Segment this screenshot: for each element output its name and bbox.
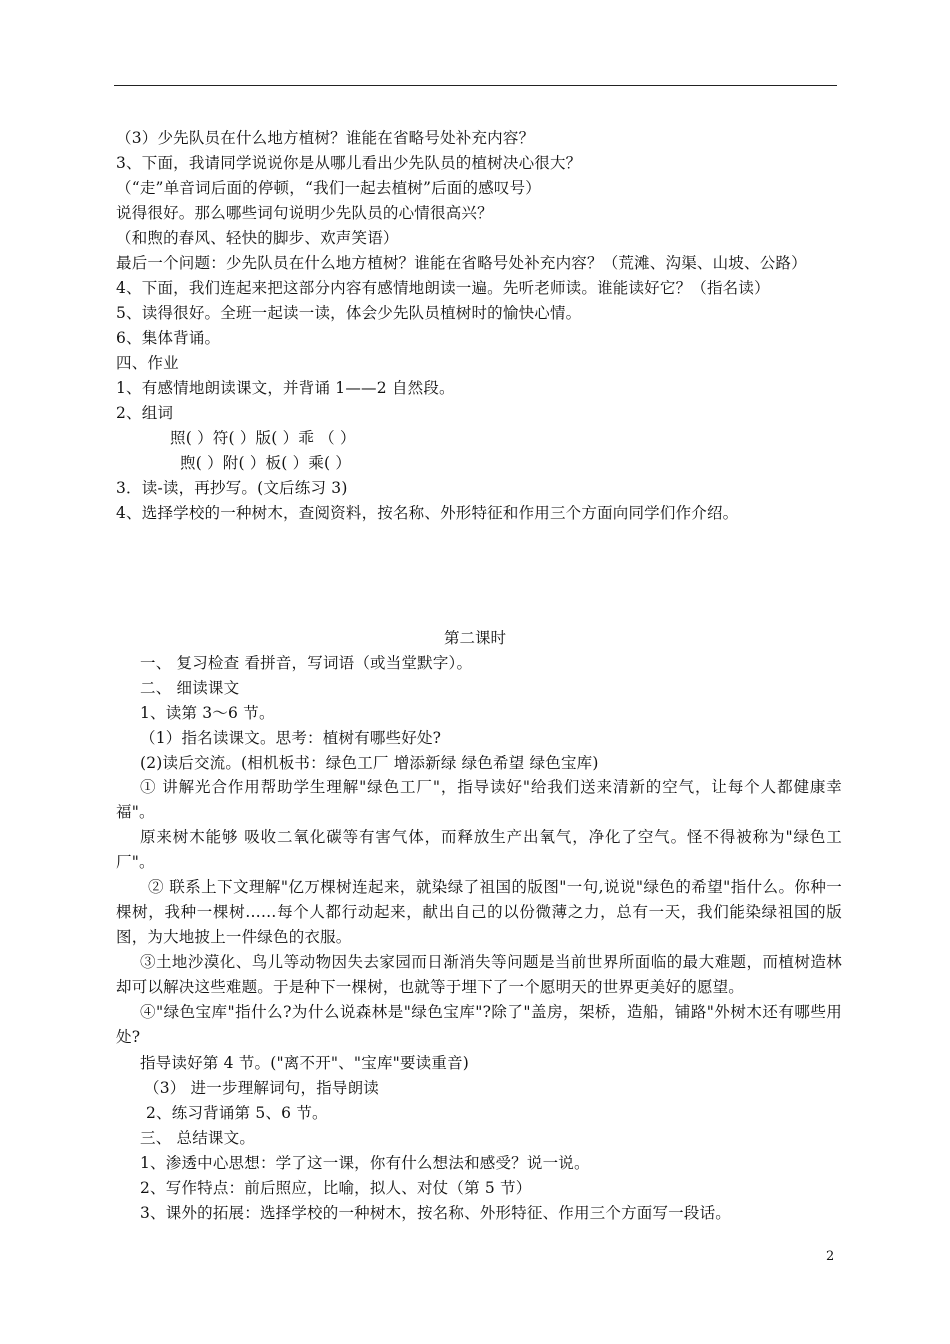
text-line: 1、渗透中心思想：学了这一课，你有什么想法和感受？说一说。 bbox=[140, 1154, 590, 1172]
text-line: 1、有感情地朗读课文，并背诵 1——2 自然段。 bbox=[116, 379, 455, 397]
text-line: 5、读得很好。全班一起读一读，体会少先队员植树时的愉快心情。 bbox=[116, 304, 582, 322]
text-line: 3．读-读，再抄写。(文后练习 3) bbox=[116, 479, 348, 497]
paragraph: ① 讲解光合作用帮助学生理解"绿色工厂"，指导读好"给我们送来清新的空气，让每个人都健康幸福"。 bbox=[116, 778, 842, 821]
text-line: （和煦的春风、轻快的脚步、欢声笑语） bbox=[116, 229, 399, 247]
text-line: 2、练习背诵第 5、6 节。 bbox=[146, 1104, 328, 1122]
header-rule bbox=[114, 85, 837, 86]
paragraph: ④"绿色宝库"指什么?为什么说森林是"绿色宝库"?除了"盖房，架桥，造船，铺路"外树木还有哪些用处? bbox=[116, 1003, 842, 1046]
text-line: 指导读好第 4 节。("离不开"、"宝库"要读重音) bbox=[140, 1054, 470, 1072]
text-line: 3、课外的拓展：选择学校的一种树木，按名称、外形特征、作用三个方面写一段话。 bbox=[140, 1204, 731, 1222]
section-title: 第二课时 bbox=[443, 629, 506, 647]
text-line: 2、写作特点：前后照应，比喻，拟人、对仗（第 5 节） bbox=[140, 1179, 532, 1197]
text-line: 说得很好。那么哪些词句说明少先队员的心情很高兴？ bbox=[116, 204, 493, 222]
text-line: （1）指名读课文。思考：植树有哪些好处? bbox=[140, 729, 442, 747]
paragraph: ③土地沙漠化、鸟儿等动物因失去家园而日渐消失等问题是当前世界所面临的最大难题，而植树造林却可以解决这些难题。于是种下一棵树，也就等于埋下了一个愿明天的世界更美好的愿望。 bbox=[116, 953, 842, 996]
text-line: （“走”单音词后面的停顿，“我们一起去植树”后面的感叹号） bbox=[116, 179, 541, 197]
text-line: 四、作业 bbox=[116, 354, 179, 372]
text-line: 1、读第 3～6 节。 bbox=[140, 704, 275, 722]
text-line: 2、组词 bbox=[116, 404, 174, 422]
text-line: 4、下面，我们连起来把这部分内容有感情地朗读一遍。先听老师读。谁能读好它？（指名读） bbox=[116, 279, 770, 297]
word-group-row-1: 照( ）符( ）版( ）乖 （ ） bbox=[170, 429, 356, 447]
word-group-row-2: 煦( ）附( ）板( ）乘( ） bbox=[180, 454, 352, 472]
text-line: 最后一个问题：少先队员在什么地方植树？谁能在省略号处补充内容？（荒滩、沟渠、山坡、公路） bbox=[116, 254, 807, 272]
text-line: 3、下面，我请同学说说你是从哪儿看出少先队员的植树决心很大？ bbox=[116, 154, 582, 172]
text-line: 4、选择学校的一种树木，查阅资料，按名称、外形特征和作用三个方面向同学们作介绍。 bbox=[116, 504, 739, 522]
text-line: 二、 细读课文 bbox=[140, 679, 240, 697]
text-line: 6、集体背诵。 bbox=[116, 329, 221, 347]
text-line: （3） 进一步理解词句，指导朗读 bbox=[144, 1079, 379, 1097]
text-line: 三、 总结课文。 bbox=[140, 1129, 256, 1147]
page-number: 2 bbox=[826, 1249, 835, 1264]
text-line: 一、 复习检查 看拼音，写词语（或当堂默字）。 bbox=[140, 654, 473, 672]
paragraph: ② 联系上下文理解"亿万棵树连起来，就染绿了祖国的版图"一句,说说"绿色的希望"指什么。你种一棵树，我种一棵树……每个人都行动起来，献出自己的以份微薄之力，总有一天，我们能染绿祖国的版图，为大地披上一件绿色的衣服。 bbox=[116, 878, 842, 946]
text-line: （3）少先队员在什么地方植树？谁能在省略号处补充内容？ bbox=[116, 129, 535, 147]
paragraph: 原来树木能够 吸收二氧化碳等有害气体，而释放生产出氧气，净化了空气。怪不得被称为"绿色工厂"。 bbox=[116, 828, 842, 871]
text-line: (2)读后交流。(相机板书：绿色工厂 增添新绿 绿色希望 绿色宝库) bbox=[140, 754, 599, 772]
